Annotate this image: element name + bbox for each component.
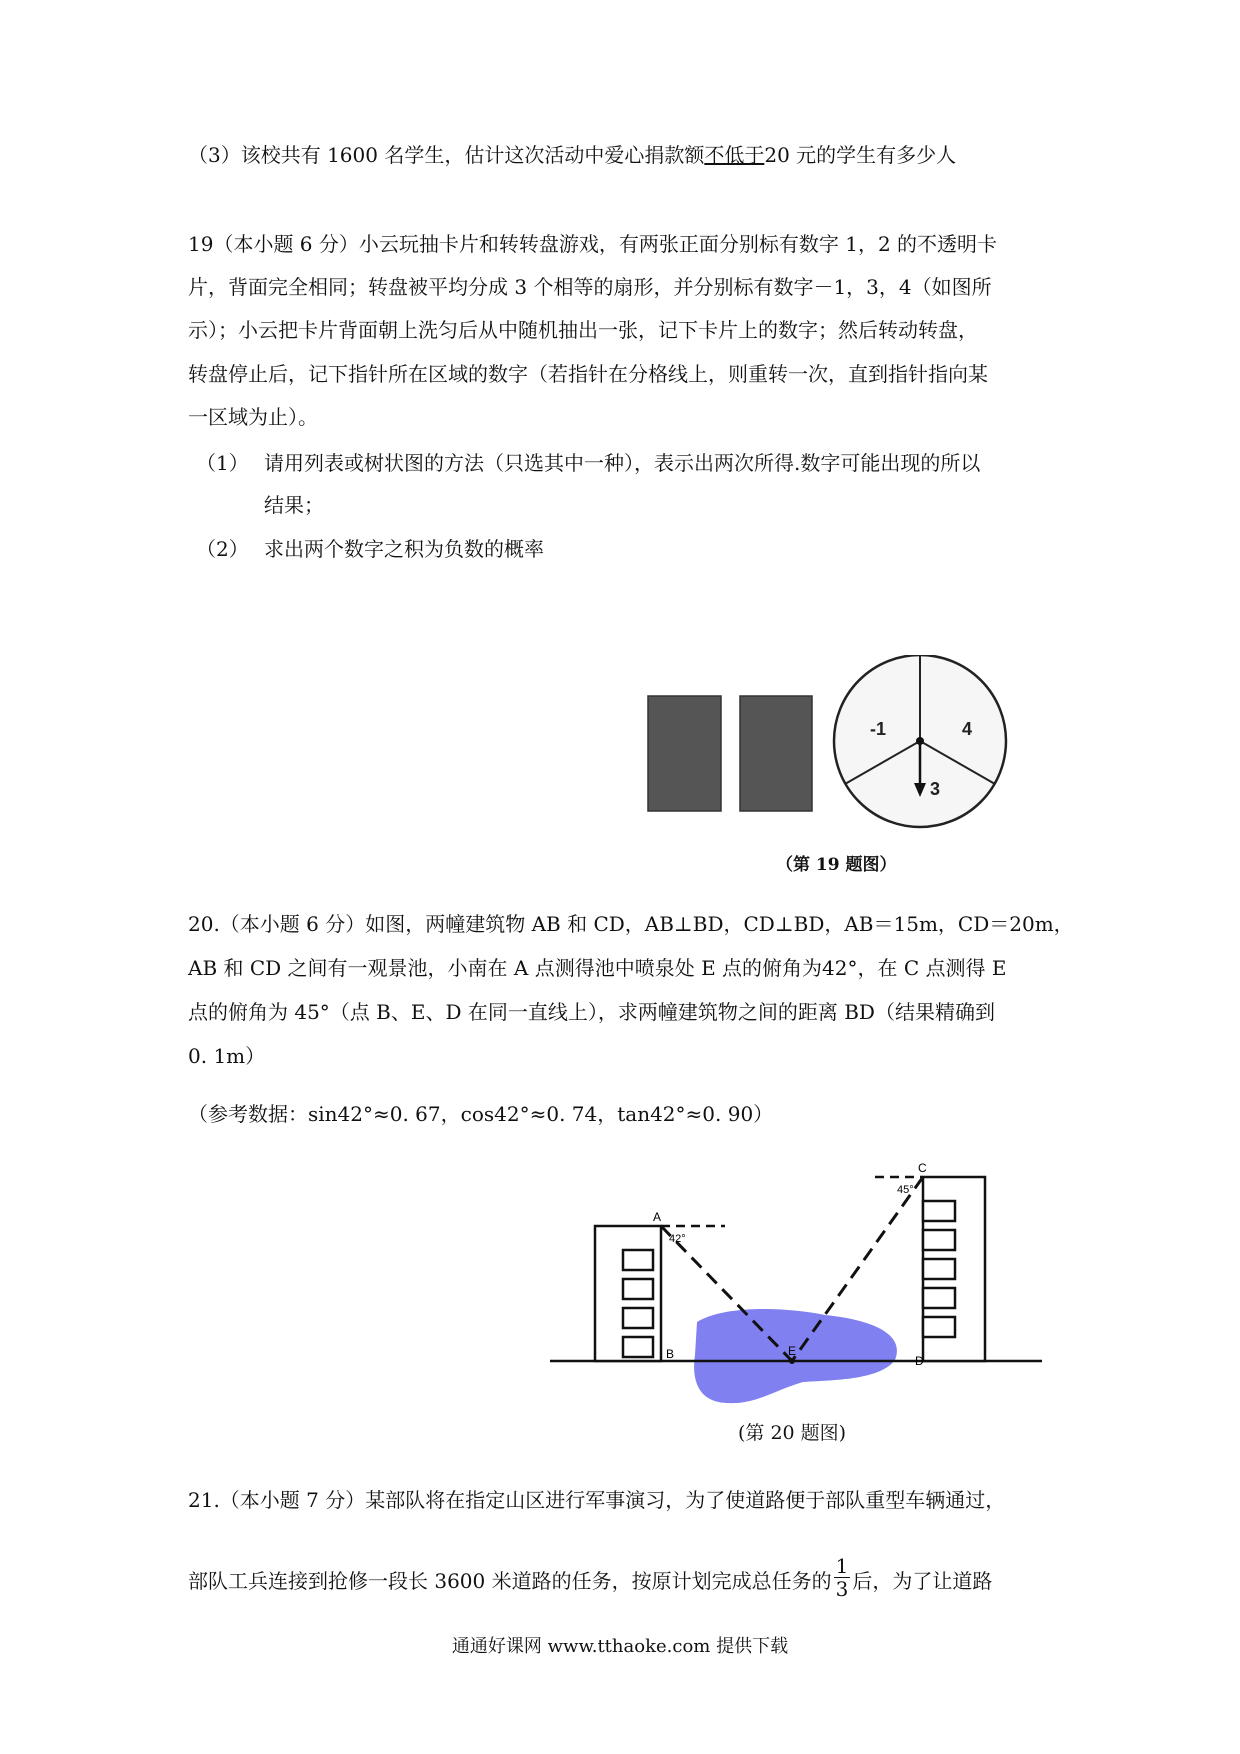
q20-line-4: 0. 1m） — [188, 1044, 266, 1068]
q18-part3-text: （3）该校共有 1600 名学生，估计这次活动中爱心捐款额 — [188, 143, 705, 167]
q19-line-3: 示）；小云把卡片背面朝上洗匀后从中随机抽出一张，记下卡片上的数字；然后转动转盘， — [188, 318, 978, 342]
label-d: D — [915, 1354, 924, 1368]
angle-label-42: 42° — [669, 1233, 686, 1245]
card-2 — [740, 696, 812, 811]
q20-line-2: AB 和 CD 之间有一观景池，小南在 A 点测得池中喷泉处 E 点的俯角为42°，在 C 点测得 E — [188, 956, 1007, 980]
angle-label-45: 45° — [897, 1184, 914, 1196]
q19-sub1-text: 请用列表或树状图的方法（只选其中一种），表示出两次所得.数字可能出现的所以 — [264, 451, 981, 475]
label-a: A — [653, 1210, 662, 1224]
q19-sub1-number: （1） — [196, 451, 249, 475]
spinner-label-4: 4 — [962, 719, 973, 739]
q19-line-2: 片，背面完全相同；转盘被平均分成 3 个相等的扇形，并分别标有数字－1，3，4（如图所 — [188, 275, 992, 299]
q19-sub1-text-cont: 结果； — [264, 493, 324, 517]
page-footer: 通通好课网 www.tthaoke.com 提供下载 — [451, 1636, 789, 1657]
q19-line-5: 一区域为止）。 — [188, 405, 318, 429]
label-e: E — [788, 1344, 797, 1358]
q19-sub2-number: （2） — [196, 537, 249, 561]
q21-line-1: 21.（本小题 7 分）某部队将在指定山区进行军事演习，为了使道路便于部队重型车辆通过， — [188, 1488, 1006, 1512]
building-ab — [595, 1226, 661, 1361]
q18-part3-end: 20 元的学生有多少人 — [764, 143, 957, 167]
q21-line-2 — [188, 1554, 993, 1605]
q20-line-3: 点的俯角为 45°（点 B、E、D 在同一直线上），求两幢建筑物之间的距离 BD（结果精确到 — [188, 1000, 995, 1024]
label-b: B — [666, 1347, 675, 1361]
spinner-label-3: 3 — [930, 779, 941, 799]
q19-line-4: 转盘停止后，记下指针所在区域的数字（若指针在分格线上，则重转一次，直到指针指向某 — [188, 362, 988, 386]
fraction-one-third — [834, 1555, 851, 1600]
q18-part3-underlined: 不低于 — [704, 143, 765, 167]
fraction-denominator: 3 — [835, 1577, 849, 1601]
q21-line-2-text: 部队工兵连接到抢修一段长 3600 米道路的任务，按原计划完成总任务的 — [188, 1569, 832, 1593]
q19-sub2-text: 求出两个数字之积为负数的概率 — [264, 537, 544, 561]
q18-part3 — [188, 142, 956, 168]
label-c: C — [918, 1161, 927, 1175]
q20-reference-data: （参考数据：sin42°≈0. 67，cos42°≈0. 74，tan42°≈0. 90） — [188, 1102, 774, 1126]
q19-line-1: 19（本小题 6 分）小云玩抽卡片和转转盘游戏，有两张正面分别标有数字 1，2 的不透明卡 — [188, 232, 998, 256]
fraction-numerator: 1 — [835, 1554, 849, 1578]
spinner-label-neg1: -1 — [870, 719, 887, 739]
q20-figure — [545, 1155, 1055, 1425]
q19-figure-caption: （第 19 题图） — [776, 855, 897, 875]
q21-line-2-end: 后，为了让道路 — [852, 1569, 993, 1593]
building-cd — [923, 1177, 985, 1361]
q19-figure — [640, 655, 1050, 875]
spinner — [834, 655, 1006, 827]
q20-line-1: 20.（本小题 6 分）如图，两幢建筑物 AB 和 CD，AB⊥BD，CD⊥BD，AB＝15m，CD＝20m， — [188, 912, 1074, 936]
card-1 — [648, 696, 721, 811]
q20-figure-caption: (第 20 题图) — [738, 1422, 847, 1444]
